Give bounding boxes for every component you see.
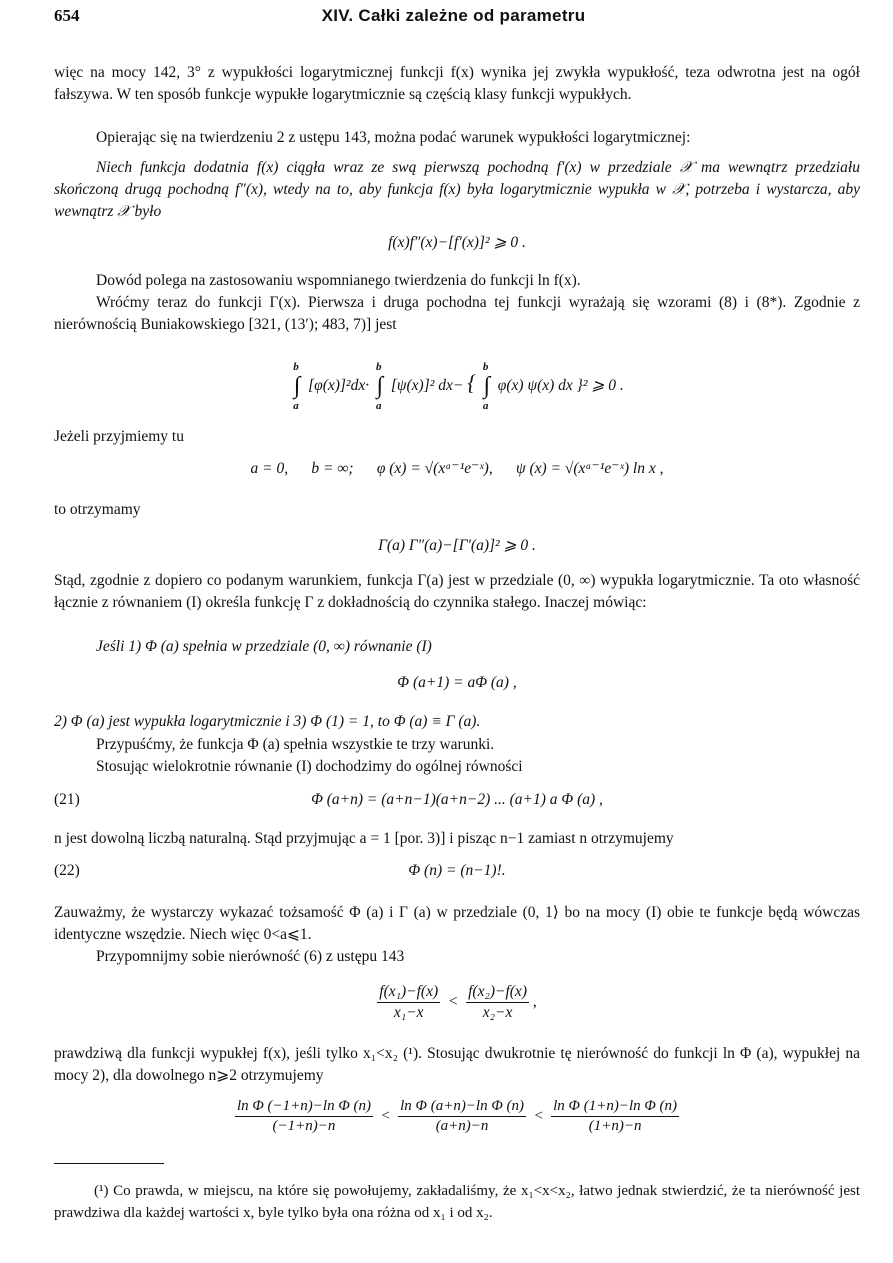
paragraph: prawdziwą dla funkcji wypukłej f(x), jeśli tylko x₁<x₂ (¹). Stosując dwukrotnie tę nierówność do funkcji ln Φ (a), wypukłej na mocy 2), dla dowolnego n⩾2 otrzymujemy <box>54 1045 860 1084</box>
theorem-statement: Niech funkcja dodatnia f(x) ciągła wraz ze swą pierwszą pochodną f′(x) w przedziale 𝒳 ma wewnątrz przedziału skończoną drugą pochodną f″(x), wtedy na to, aby funkcja f(x) była logarytmicznie wypukła w 𝒳, potrzeba i wystarcza, aby wewnątrz 𝒳 było <box>54 159 860 220</box>
paragraph: więc na mocy 142, 3° z wypukłości logarytmicznej funkcji f(x) wynika jej zwykła wypukłość, teza odwrotna jest na ogół fałszywa. W ten sposób funkcje wypukłe logarytmicznie są częścią klasy funkcji wypukłych. <box>54 64 860 103</box>
formula: Γ(a) Γ″(a)−[Γ′(a)]² ⩾ 0 . <box>378 537 536 554</box>
integral-sign: ∫ b a <box>482 360 491 412</box>
paragraph: Zauważmy, że wystarczy wykazać tożsamość Φ (a) i Γ (a) w przedziale (0, 1⟩ bo na mocy (I) obie te funkcje będą wówczas identyczne wszędzie. Niech więc 0<a⩽1. <box>54 904 860 943</box>
fraction: $\frac{\text{f(x₁)−f(x)}}{\text{x₁−x}}$ <box>379 983 439 1021</box>
paragraph: Dowód polega na zastosowaniu wspomnianego twierdzenia do funkcji ln f(x). <box>96 272 581 289</box>
paragraph: Wróćmy teraz do funkcji Γ(x). Pierwsza i druga pochodna tej funkcji wyrażają się wzorami (8) i (8*). Zgodnie z nierównością Buniakowskiego [321, (13′); 483, 7)] jest <box>54 294 860 333</box>
paragraph: Stąd, zgodnie z dopiero co podanym warunkiem, funkcja Γ(a) jest w przedziale (0, ∞) wypukła logarytmicznie. Ta oto własność łącznie z równaniem (I) określa funkcję Γ z dokładnością do czynnika stałego. Inaczej mówiąc: <box>54 572 860 611</box>
equation-label: (21) <box>54 791 80 808</box>
formula-equation-I: Φ (a+1) = aΦ (a) , <box>397 674 517 691</box>
paragraph: n jest dowolną liczbą naturalną. Stąd przyjmując a = 1 [por. 3)] i pisząc n−1 zamiast n otrzymujemy <box>54 830 674 847</box>
paragraph: Stosując wielokrotnie równanie (I) dochodzimy do ogólnej równości <box>96 758 523 775</box>
fraction: $\frac{\text{ln Φ (−1+n)−ln Φ (n)}}{(-1+n)-n}$ <box>236 1098 371 1134</box>
paragraph: 2) Φ (a) jest wypukła logarytmicznie i 3) Φ (1) = 1, to Φ (a) ≡ Γ (a). <box>54 713 481 730</box>
formula-double-inequality: $\frac{\text{ln Φ (−1+n)−ln Φ (n)}}{(-1+n)-n}$ < $\frac{\text{ln Φ (a+n)−ln Φ (n)}}{(a+n)-n}$ < $\frac{\text{ln Φ (1+n)−ln Φ (n)}}{(1+n)-n}$ <box>236 1098 678 1134</box>
footnote: (¹) Co prawda, w miejscu, na które się powołujemy, zakładaliśmy, że x₁<x<x₂, łatwo jednak stwierdzić, że ta nierówność jest prawdziwa dla każdej wartości x, byle tylko była ona różna od x₁ i od x₂. <box>54 1183 860 1221</box>
chapter-title: XIV. Całki zależne od parametru <box>321 6 586 25</box>
page-number: 654 <box>54 6 80 25</box>
formula-term: }² ⩾ 0 . <box>576 377 624 394</box>
formula: f(x)f″(x)−[f′(x)]² ⩾ 0 . <box>388 234 526 251</box>
fraction: $\frac{\text{ln Φ (1+n)−ln Φ (n)}}{(1+n)-n}$ <box>553 1098 678 1134</box>
paragraph: Opierając się na twierdzeniu 2 z ustępu 143, można podać warunek wypukłości logarytmicznej: <box>96 129 691 146</box>
formula-term: φ(x) ψ(x) dx <box>497 377 573 394</box>
running-header <box>54 6 853 30</box>
integral-sign: ∫ b a <box>375 360 384 412</box>
formula-buniakowski <box>54 360 860 412</box>
integral-sign: ∫ b a <box>293 360 301 412</box>
formula-21: Φ (a+n) = (a+n−1)(a+n−2) ... (a+1) a Φ (a) , <box>311 791 603 808</box>
footnote-separator <box>54 1163 164 1164</box>
formula-substitution: a = 0, b = ∞; φ (x) = √(xᵃ⁻¹e⁻ˣ), ψ (x) = √(xᵃ⁻¹e⁻ˣ) ln x , <box>250 460 664 477</box>
theorem-statement: Jeśli 1) Φ (a) spełnia w przedziale (0, ∞) równanie (I) <box>96 638 432 655</box>
formula-brace: { <box>467 370 477 395</box>
formula-term: [φ(x)]²dx· <box>308 377 370 394</box>
paragraph: Jeżeli przyjmiemy tu <box>54 428 184 445</box>
paragraph: Przypomnijmy sobie nierówność (6) z ustępu 143 <box>96 948 405 965</box>
fraction: $\frac{\text{ln Φ (a+n)−ln Φ (n)}}{(a+n)-n}$ <box>400 1098 525 1134</box>
paragraph: Przypuśćmy, że funkcja Φ (a) spełnia wszystkie te trzy warunki. <box>96 736 495 753</box>
paragraph: to otrzymamy <box>54 501 141 518</box>
formula-term: [ψ(x)]² dx− <box>390 377 464 394</box>
formula-inequality-6: $\frac{\text{f(x₁)−f(x)}}{\text{x₁−x}}$ < $\frac{\text{f(x₂)−f(x)}}{\text{x₂−x}}$ , <box>379 983 537 1021</box>
fraction: $\frac{\text{f(x₂)−f(x)}}{\text{x₂−x}}$ <box>468 983 527 1021</box>
formula-22: Φ (n) = (n−1)!. <box>408 862 506 879</box>
equation-label: (22) <box>54 862 80 879</box>
